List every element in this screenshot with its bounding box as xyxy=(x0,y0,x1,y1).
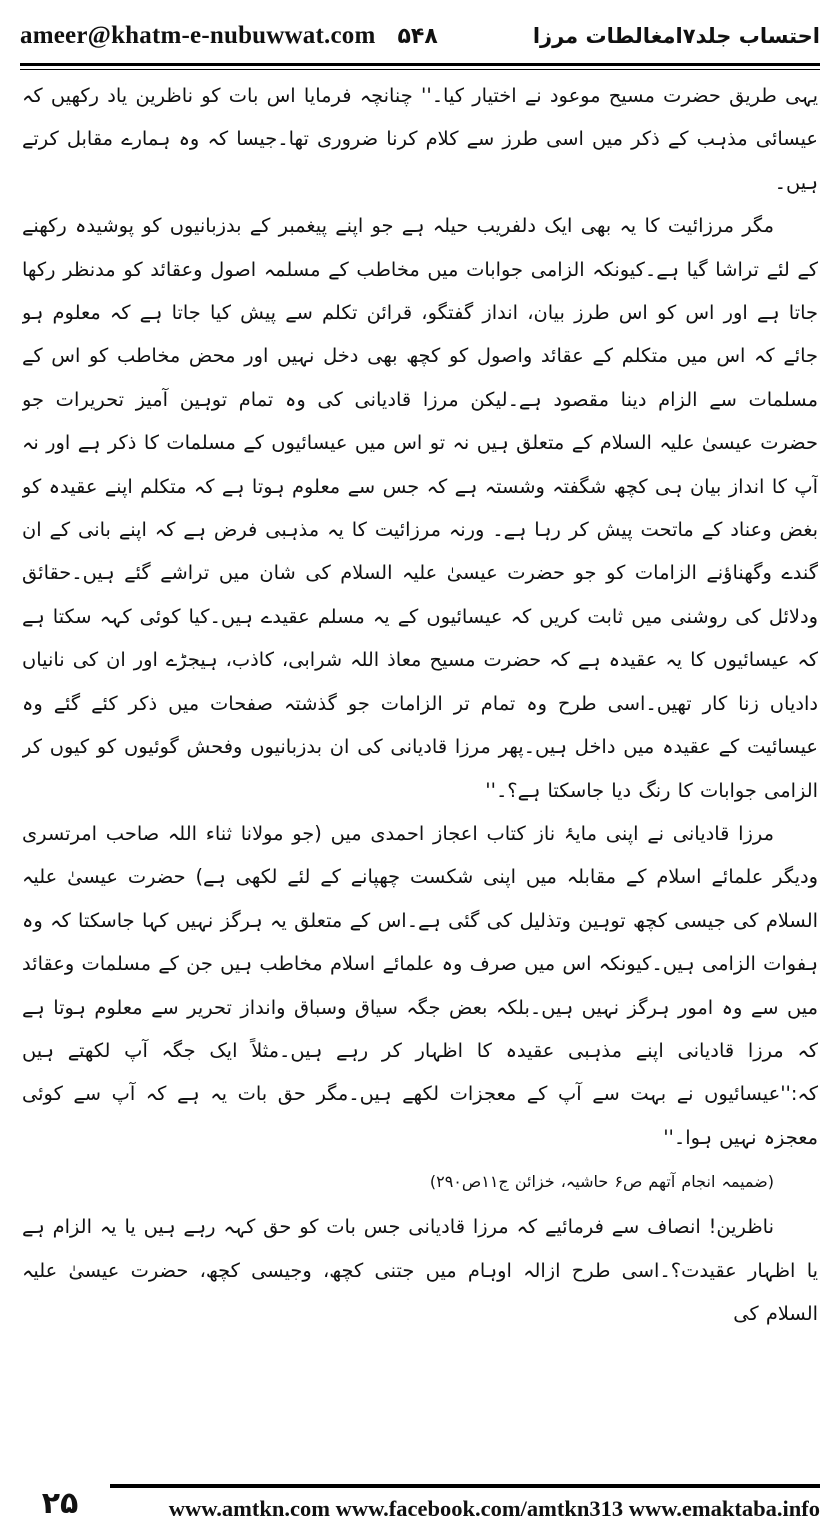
paragraph-3: مرزا قادیانی نے اپنی مایۂ ناز کتاب اعجاز احمدی میں (جو مولانا ثناء اللہ صاحب امرتسری ودیگر علمائے اسلام کے مقابلہ میں اپنی شکست چھپانے کے لئے لکھی ہے) حضرت عیسیٰ علیہ السلام کی جیسی کچھ توہین وتذلیل کی گئی ہے۔اس کے متعلق یہ ہرگز نہیں کہا جاسکتا کہ وہ ہفوات الزامی ہیں۔کیونکہ اس میں صرف وہ علمائے اسلام مخاطب ہیں جن کے مسلمات وعقائد میں سے وہ امور ہرگز نہیں ہیں۔بلکہ بعض جگہ سیاق وسباق وانداز تحریر سے معلوم ہوتا ہے کہ مرزا قادیانی اپنے مذہبی عقیدہ کا اظہار کر رہے ہیں۔مثلاً ایک جگہ آپ لکھتے ہیں کہ:''عیسائیوں نے بہت سے آپ کے معجزات لکھے ہیں۔مگر حق بات یہ ہے کہ آپ سے کوئی معجزہ نہیں ہوا۔'' xyxy=(22,821,818,1149)
header-page-number: ۵۴۸ xyxy=(397,23,438,49)
header-rule xyxy=(20,63,820,66)
footer-page-number: ۲۵ xyxy=(41,1486,79,1521)
page-header xyxy=(20,14,820,58)
header-rule-thin xyxy=(20,69,820,70)
body-text xyxy=(22,74,818,1459)
footer-urls: www.amtkn.com www.facebook.com/amtkn313 www.emaktaba.info xyxy=(168,1496,820,1521)
paragraph-1: یہی طریق حضرت مسیح موعود نے اختیار کیا۔'' چنانچہ فرمایا اس بات کو ناظرین یاد رکھیں کہ عیسائی مذہب کے ذکر میں اسی طرز سے کلام کرنا ضروری تھا۔جیسا کہ وہ ہمارے مقابل کرتے ہیں۔ xyxy=(22,84,818,194)
header-running-title: احتساب جلد۷امغالطات مرزا xyxy=(532,24,820,48)
page-footer xyxy=(20,1484,820,1532)
reference-citation: (ضمیمہ انجام آتھم ص۶ حاشیہ، خزائن ج۱۱ص۲۹۰) xyxy=(429,1172,774,1192)
paragraph-2: مگر مرزائیت کا یہ بھی ایک دلفریب حیلہ ہے جو اپنے پیغمبر کے بدزبانیوں کو پوشیدہ رکھنے کے لئے تراشا گیا ہے۔کیونکہ الزامی جوابات میں مخاطب کے مسلمہ اصول وعقائد کو مدنظر رکھا جاتا ہے اور اس کو اس طرز بیان، انداز گفتگو، قرائن تکلم سے پیش کیا جاتا ہے کہ معلوم ہو جائے کہ اس میں متکلم کے عقائد واصول کو کچھ بھی دخل نہیں اور محض مخاطب کو اس کے مسلمات سے الزام دینا مقصود ہے۔لیکن مرزا قادیانی کی وہ تمام توہین آمیز تحریرات جو حضرت عیسیٰ علیہ السلام کے متعلق ہیں نہ تو اس میں عیسائیوں کے مسلمات کا ذکر ہے اور نہ آپ کا انداز بیان ہی کچھ شگفتہ وشستہ ہے کہ جس سے معلوم ہوتا ہے کہ متکلم اپنے عقیدہ کو بغض وعناد کے ماتحت پیش کر رہا ہے۔ ورنہ مرزائیت کا یہ مذہبی فرض ہے کہ اپنے بانی کے ان گندے وگھناؤنے الزامات کو جو حضرت عیسیٰ علیہ السلام کی شان میں تراشے گئے ہیں۔حقائق ودلائل کی روشنی میں ثابت کریں کہ عیسائیوں کے یہ مسلم عقیدے ہیں۔کیا کوئی کہہ سکتا ہے کہ عیسائیوں کا یہ عقیدہ ہے کہ حضرت مسیح معاذ اللہ شرابی، کاذب، ہیجڑے اور ان کی نانیاں دادیاں زنا کار تھیں۔اسی طرح وہ تمام تر الزامات جو گذشتہ صفحات میں ذکر کئے گئے وہ عیسائیت کے عقیدہ میں داخل ہیں۔پھر مرزا قادیانی کی ان بدزبانیوں وفحش گوئیوں کو کیوں کر الزامی جوابات کا رنگ دیا جاسکتا ہے؟۔'' xyxy=(22,214,818,802)
paragraph-closing: ناظرین! انصاف سے فرمائیے کہ مرزا قادیانی جس بات کو حق کہہ رہے ہیں یا یہ الزام ہے یا اظہار عقیدت؟۔اسی طرح ازالہ اوہام میں جتنی کچھ، وجیسی کچھ، حضرت عیسیٰ علیہ السلام کی xyxy=(22,1215,818,1325)
footer-rule xyxy=(110,1484,820,1488)
header-email: ameer@khatm-e-nubuwwat.com xyxy=(20,22,376,49)
header-left xyxy=(20,22,438,50)
